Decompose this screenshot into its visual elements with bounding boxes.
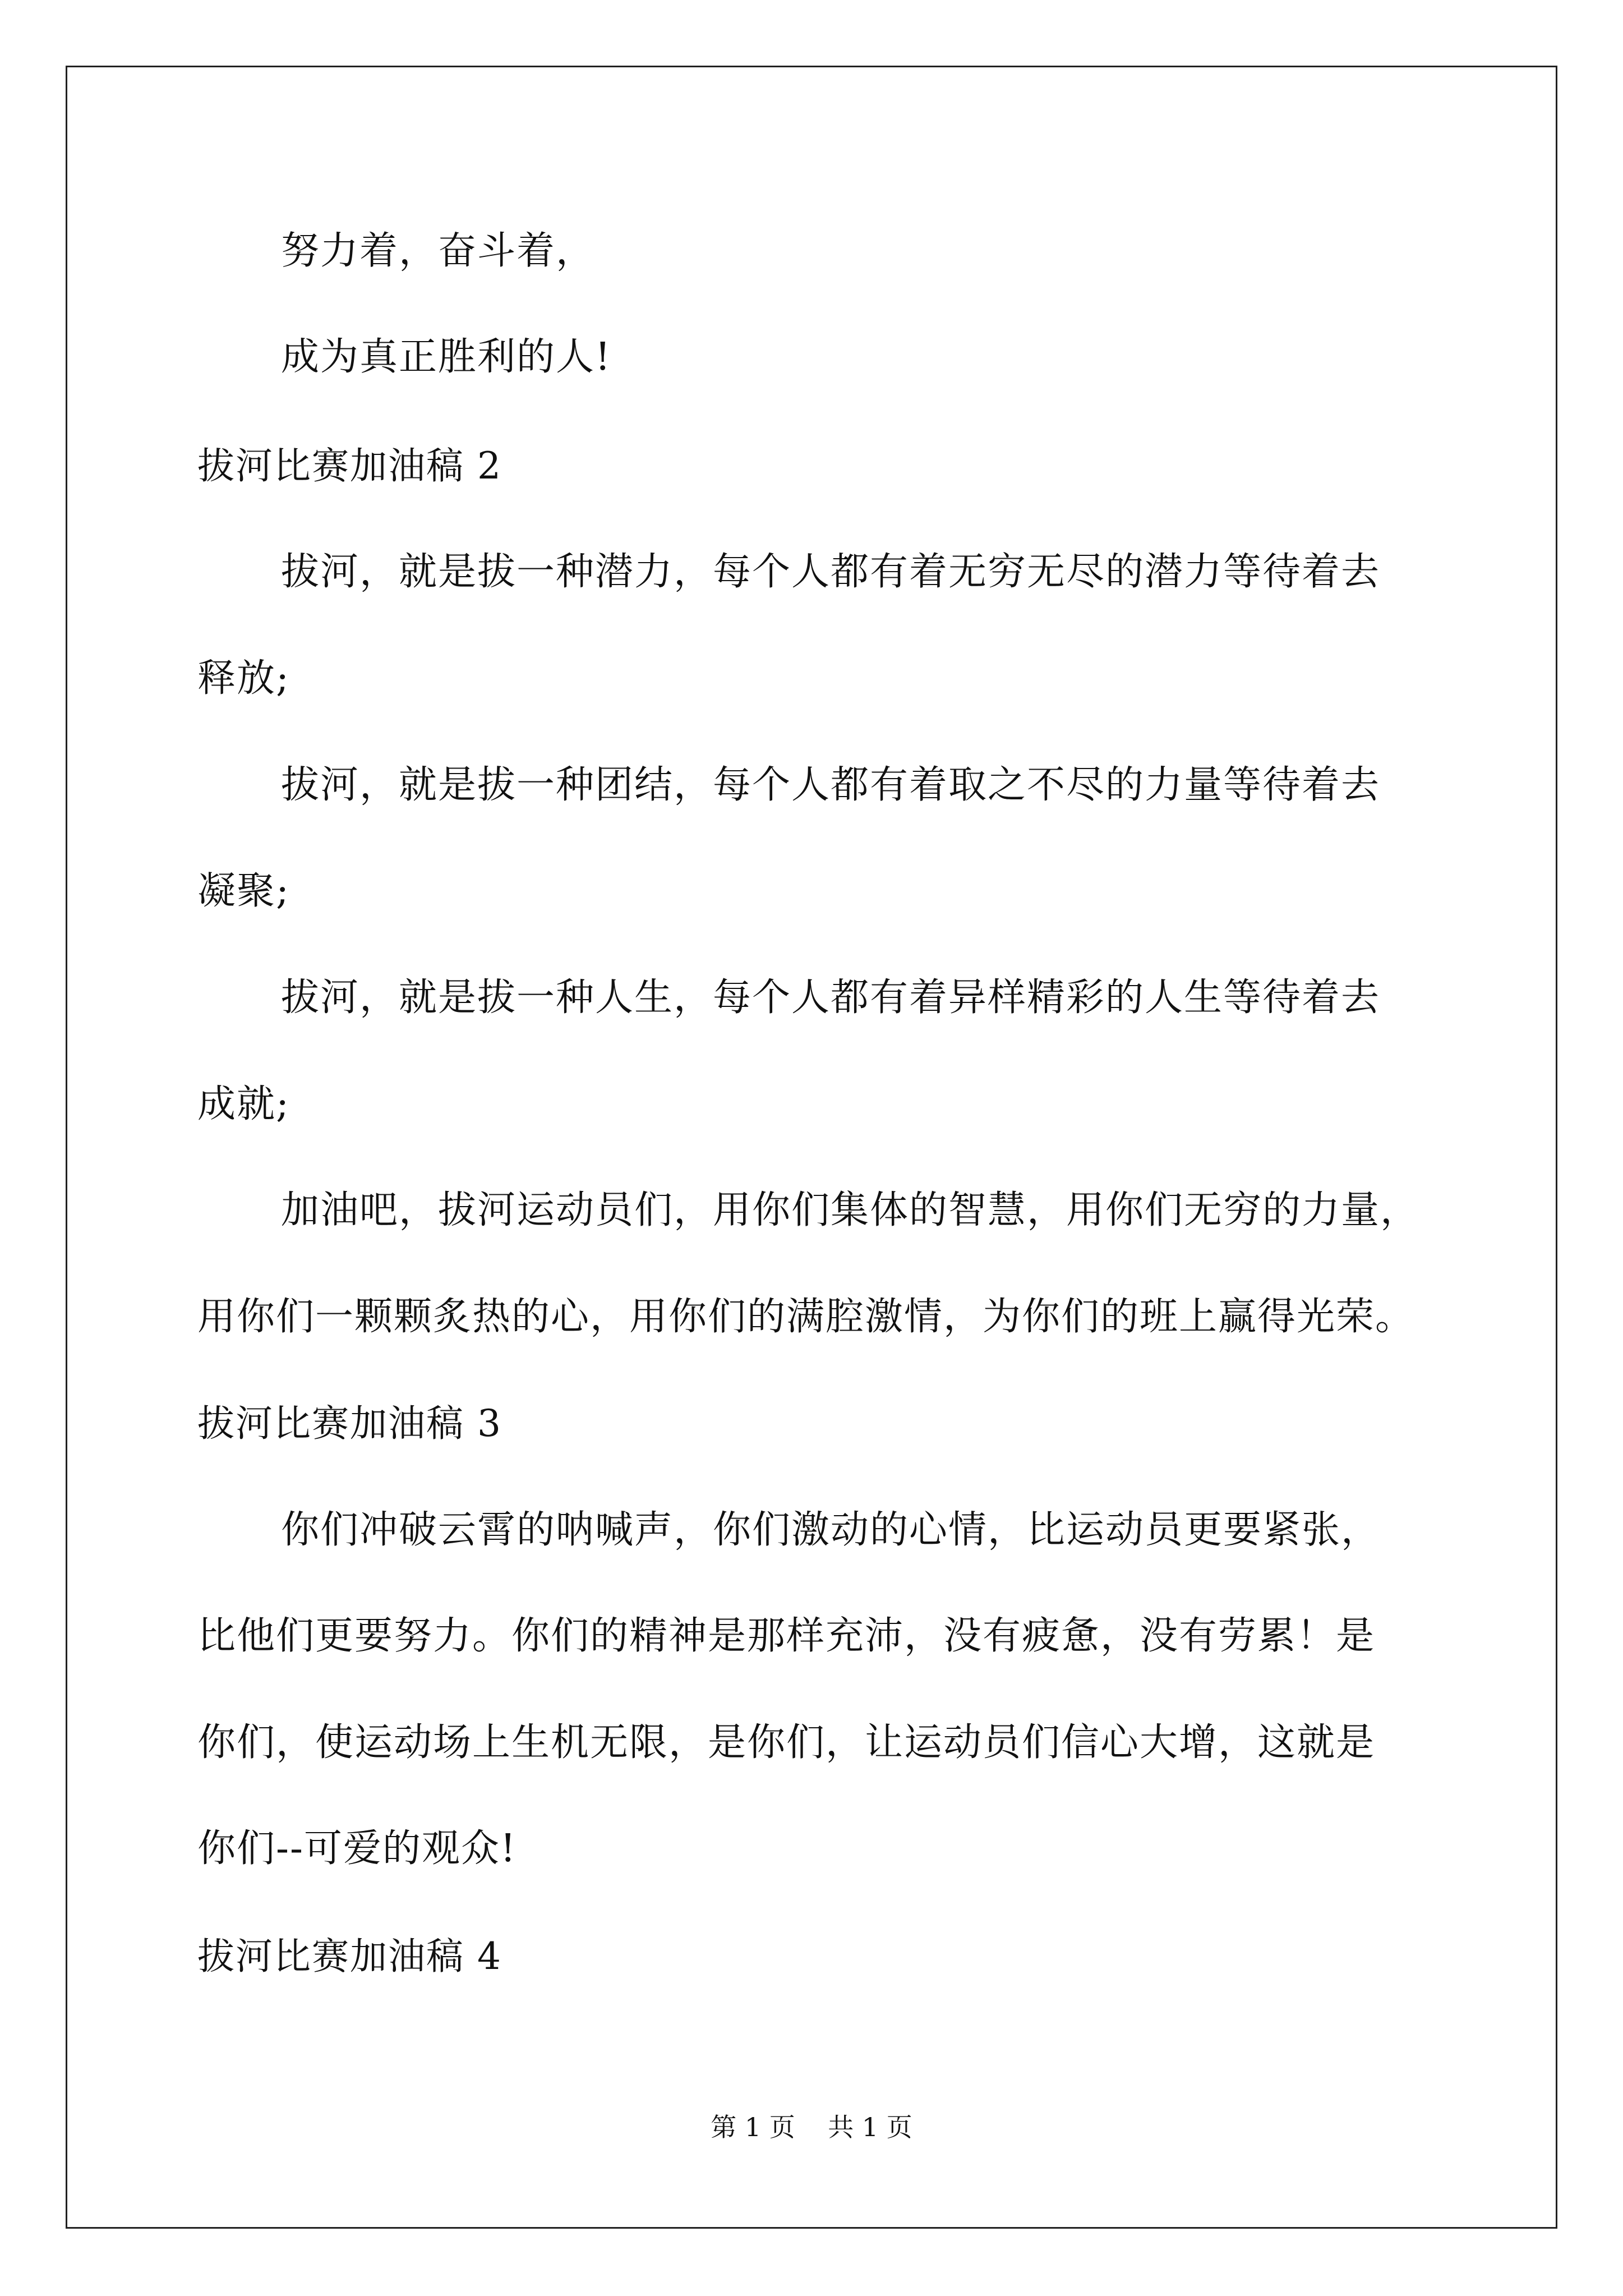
- paragraph-line: 拔河，就是拔一种潜力，每个人都有着无穷无尽的潜力等待着去: [281, 550, 1381, 594]
- paragraph-line: 用你们一颗颗炙热的心，用你们的满腔激情，为你们的班上赢得光荣。: [197, 1295, 1415, 1339]
- paragraph-line: 拔河，就是拔一种团结，每个人都有着取之不尽的力量等待着去: [281, 763, 1381, 807]
- paragraph-line: 释放;: [197, 656, 290, 701]
- section-heading: 拔河比赛加油稿 4: [197, 1935, 502, 1978]
- paragraph-line: 成为真正胜利的人!: [281, 335, 612, 379]
- paragraph-line: 比他们更要努力。你们的精神是那样充沛，没有疲惫，没有劳累！是: [197, 1614, 1376, 1658]
- page-footer: 第 1 页 共 1 页: [711, 2112, 912, 2142]
- paragraph-line: 拔河，就是拔一种人生，每个人都有着异样精彩的人生等待着去: [281, 976, 1381, 1020]
- paragraph-line: 凝聚;: [197, 869, 290, 913]
- paragraph-line: 努力着，奋斗着，: [281, 229, 596, 273]
- paragraph-line: 你们冲破云霄的呐喊声，你们激动的心情，比运动员更要紧张，: [281, 1508, 1381, 1552]
- section-heading: 拔河比赛加油稿 2: [197, 444, 502, 487]
- paragraph-line: 你们，使运动场上生机无限，是你们，让运动员们信心大增，这就是: [197, 1720, 1376, 1765]
- section-heading: 拔河比赛加油稿 3: [197, 1402, 502, 1445]
- page-border: [66, 66, 1557, 2229]
- paragraph-line: 成就;: [197, 1082, 290, 1126]
- paragraph-line: 加油吧，拔河运动员们，用你们集体的智慧，用你们无穷的力量，: [281, 1188, 1420, 1232]
- paragraph-line: 你们--可爱的观众!: [197, 1826, 517, 1871]
